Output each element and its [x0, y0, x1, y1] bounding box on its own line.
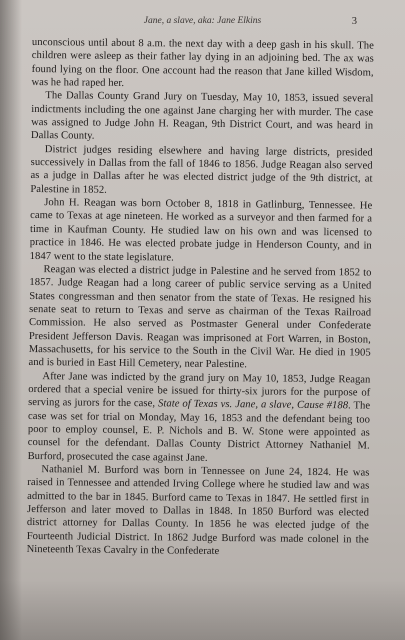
- paragraph-5: Reagan was elected a district judge in Palestine and he served from 1852 to 1857. Judge Reagan had a long career of public service serving as a United States congressman and then senator from the state of Texas. He resigned his senate seat to return to Texas and serve as chairman of the Texas Railroad Commission. He also served as Postmaster General under Confederate President Jefferson Davis. Reagan was imprisoned at Fort Warren, in Boston, Massachusetts, for his service to the South in the Civil War. He died in 1905 and is buried in East Hill Cemetery, near Palestine.: [28, 263, 372, 371]
- case-title: State of Texas vs. Jane, a slave, Cause #188: [157, 398, 349, 412]
- page-gutter-shadow: [0, 0, 22, 640]
- paragraph-7: Nathaniel M. Burford was born in Tennessee on June 24, 1824. He was raised in Tennessee and attended Irving College where he studied law and was admitted to the bar in 1845. Burford came to Texas in 1847. He settled first in Jefferson and later moved to Dallas in 1848. In 1850 Burford was elected district attorney for Dallas County. In 1856 he was elected judge of the Fourteenth Judicial District. In 1862 Judge Burford was made colonel in the Nineteenth Texas Cavalry in the Confederate: [26, 464, 370, 558]
- paragraph-3: District judges residing elsewhere and having large districts, presided successively in Dallas from the fall of 1846 to 1856. Judge Reagan also served as a judge in Dallas after he was elected district judge of the 9th district, at Palestine in 1852.: [30, 143, 373, 196]
- page-number: 3: [351, 16, 357, 27]
- paragraph-6-text-a: After Jane was indicted by the grand jury on May 10, 1853, Judge Reagan ordered that a special venire be issued for thirty-six jurors for the purpose of serving as jurors for the case,: [28, 370, 371, 410]
- page-bottom-shadow: [0, 580, 405, 640]
- paragraph-2: The Dallas County Grand Jury on Tuesday, May 10, 1853, issued several indictments including the one against Jane charging her with murder. The case was assigned to Judge John H. Reagan, 9th District Court, and was heard in Dallas County.: [30, 90, 374, 143]
- page-header: [0, 14, 405, 30]
- paragraph-1: unconscious until about 8 a.m. the next day with a deep gash in his skull. The children were asleep as their father lay dying in an adjoining bed. The ax was found lying on the floor. One account had the reason that Jane killed Wisdom, was he had raped her.: [31, 36, 374, 89]
- paragraph-6-text-b: . The case was set for trial on Monday, May 16, 1853 and the defendant being too poor to employ counsel, E. P. Nichols and B. W. Stone were appointed as counsel for the defendant. Dallas County District Attorney Nathaniel M. Burford, prosecuted the case against Jane.: [27, 400, 371, 464]
- body-text: [27, 36, 374, 560]
- paragraph-6: [28, 370, 371, 467]
- paragraph-4: John H. Reagan was born October 8, 1818 in Gatlinburg, Tennessee. He came to Texas at age nineteen. He worked as a surveyor and then farmed for a time in Kaufman County. He studied law on his own and was licensed to practice in 1846. He was elected probate judge in Henderson County, and in 1847 went to the state legislature.: [29, 197, 373, 263]
- running-head: Jane, a slave, aka: Jane Elkins: [143, 16, 262, 26]
